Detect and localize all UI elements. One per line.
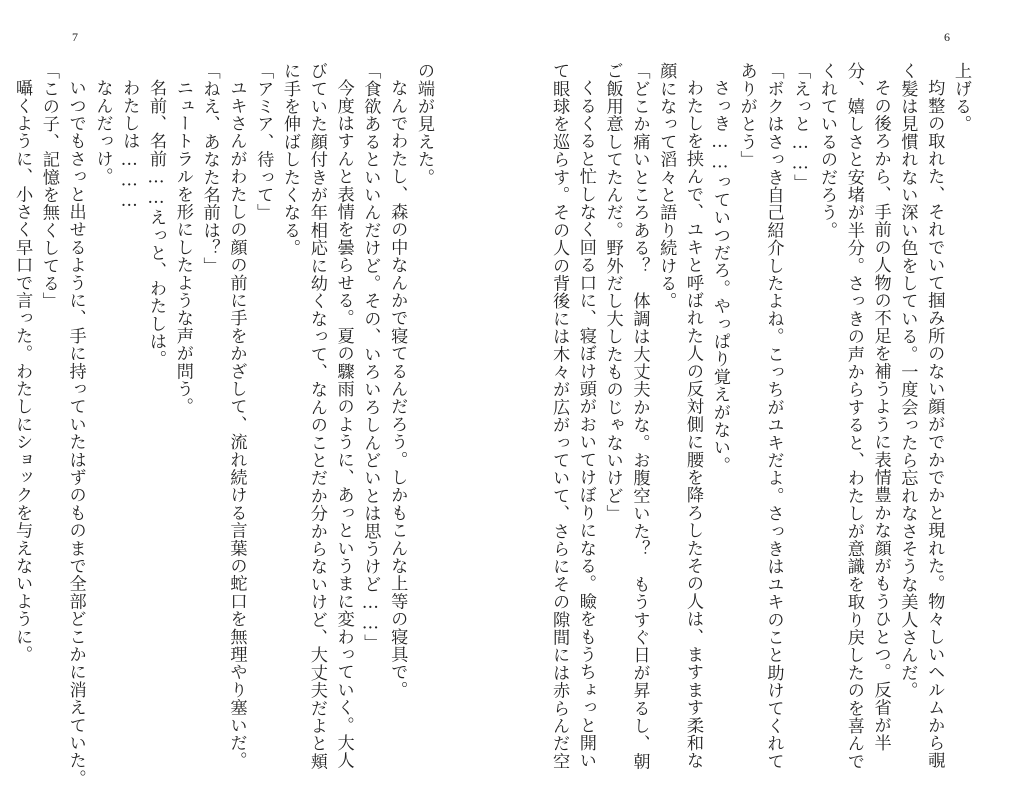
text-line: 名前、名前……えっと、わたしは。	[146, 79, 167, 368]
text-line: 囁くように、小さく早口で言った。わたしにショックを与えないように。	[12, 79, 33, 664]
text-line: 顔になって滔々と語り続ける。	[656, 62, 677, 310]
page-body-text	[2, 62, 437, 787]
text-line: くれているのだろう。	[817, 62, 838, 239]
text-line: て眼球を巡らす。その人の背後には木々が広がっていて、さらにその隙間には赤らんだ空	[549, 62, 570, 770]
right-page	[512, 0, 1024, 770]
text-line: 「えっと……」	[790, 62, 811, 192]
text-line: その後ろから、手前の人物の不足を補うように表情豊かな顔がもうひとつ。反省が半	[870, 79, 891, 752]
text-line: ユキさんがわたしの顔の前に手をかざして、流れ続ける言葉の蛇口を無理やり塞いだ。	[226, 79, 247, 770]
text-line: ありがとう」	[736, 62, 757, 169]
text-line: いつでもさっと出せるように、手に持っていたはずのものまで全部どこかに消えていた。	[65, 79, 86, 787]
text-line: 分、嬉しさと安堵が半分。さっきの声からすると、わたしが意識を取り戻したのを喜んで	[843, 62, 864, 770]
text-line: 「どこか痛いところある？ 体調は大丈夫かな。お腹空いた？ もうすぐ日が昇るし、朝	[629, 62, 650, 770]
text-line: 「この子、記憶を無くしてる」	[38, 62, 59, 310]
text-line: さっき……っていつだろ。やっぱり覚えがない。	[709, 79, 730, 474]
text-line: 上げる。	[951, 62, 971, 133]
text-line: 「アミア、待って」	[253, 62, 274, 222]
text-line: わたしを挟んで、ユキと呼ばれた人の反対側に腰を降ろしたその人は、ますます柔和な	[683, 79, 704, 770]
text-line: く髪は見慣れない深い色をしている。一度会ったら忘れなさそうな美人さんだ。	[897, 62, 918, 700]
page-number: 7	[72, 30, 78, 44]
text-line: 「ねえ、あなた名前は？」	[199, 62, 220, 275]
text-line: ニュートラルを形にしたような声が問う。	[172, 79, 193, 416]
text-line: 「食欲あるといいんだけど。その、いろいろしんどいとは思うけど……」	[360, 62, 381, 652]
page-body-text	[504, 62, 974, 770]
text-line: なんでわたし、森の中なんかで寝てるんだろう。しかもこんな上等の寝具で。	[387, 79, 408, 699]
page-number: 6	[944, 30, 950, 44]
text-line: わたしは………	[119, 79, 140, 212]
text-line: くるくると忙しなく回る口に、寝ぼけ頭がおいてけぼりになる。瞼をもうちょっと開い	[575, 79, 596, 770]
text-line: ご飯用意してたんだ。野外だし大したものじゃないけど」	[602, 62, 623, 523]
text-line: なんだっけ。	[92, 79, 113, 186]
text-line: びていた顔付きが年相応に幼くなって、なんのことだか分からないけど、大丈夫だよと頬	[306, 62, 327, 770]
text-line: の端が見えた。	[414, 62, 434, 186]
text-line: 均整の取れた、それでいて掴み所のない顔がでかでかと現れた。物々しいヘルムから覗	[924, 79, 945, 770]
text-line: 今度はすんと表情を曇らせる。夏の驟雨のように、あっというまに変わっていく。大人	[333, 79, 354, 770]
text-line: に手を伸ばしたくなる。	[280, 62, 301, 257]
text-line: 「ボクはさっき自己紹介したよね。こっちがユキだよ。さっきはユキのこと助けてくれて	[763, 62, 784, 770]
